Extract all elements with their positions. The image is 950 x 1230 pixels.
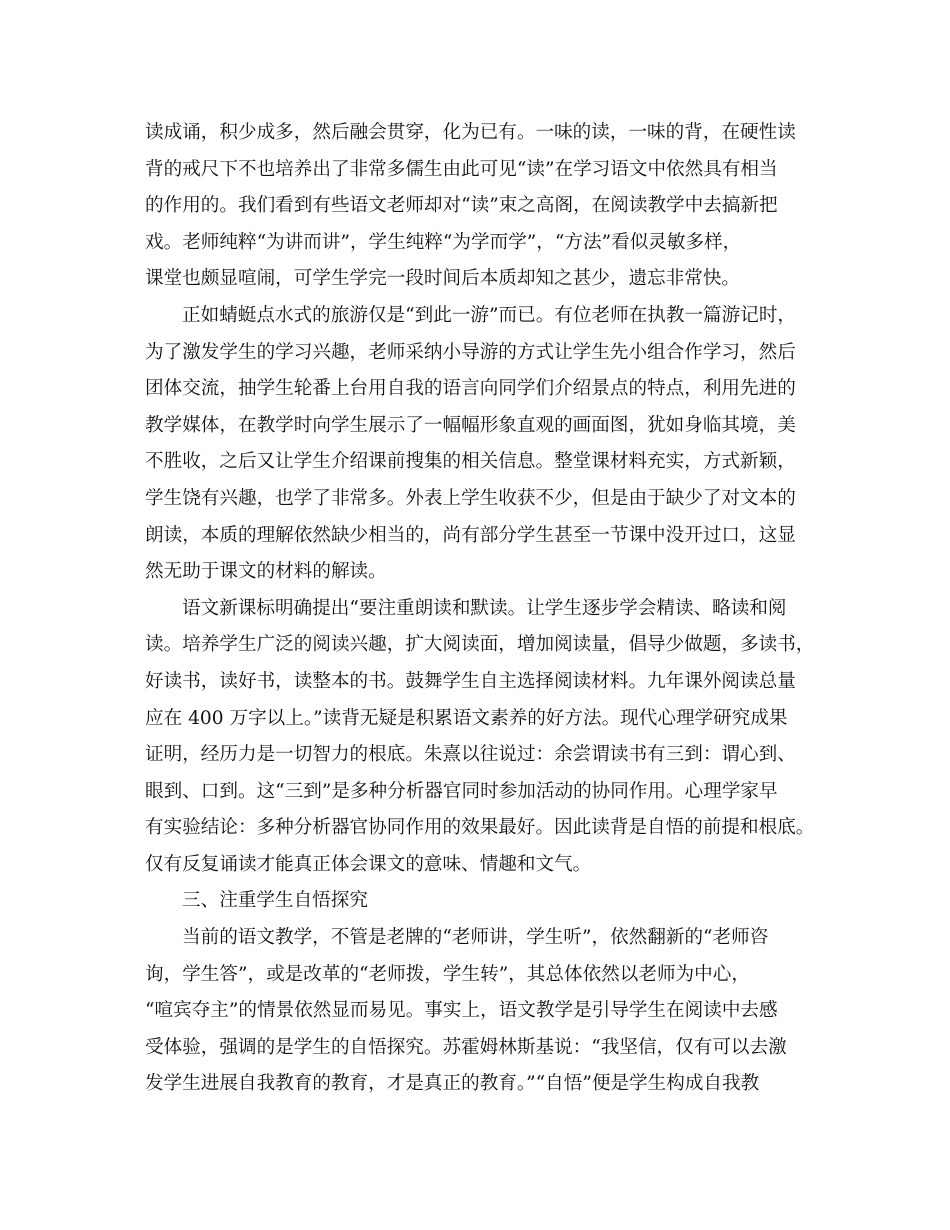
text-line: 应在 400 万字以上。”读背无疑是积累语文素养的好方法。现代心理学研究成果: [145, 707, 788, 729]
text-line: 读。培养学生广泛的阅读兴趣，扩大阅读面，增加阅读量，倡导少做题，多读书，: [145, 634, 815, 656]
text-line: 团体交流，抽学生轮番上台用自我的语言向同学们介绍景点的特点，利用先进的: [145, 378, 796, 400]
paragraph: [145, 883, 810, 920]
text-line: 好读书，读好书，读整本的书。鼓舞学生自主选择阅读材料。九年课外阅读总量: [145, 670, 796, 692]
text-line: 有实验结论：多种分析器官协同作用的效果最好。因此读背是自悟的前提和根底。: [145, 817, 815, 839]
text-line: 三、注重学生自悟探究: [182, 890, 368, 912]
text-line: 为了激发学生的学习兴趣，老师采纳小导游的方式让学生先小组合作学习，然后: [145, 341, 796, 363]
paragraph: [145, 298, 810, 591]
text-line: 受体验，强调的是学生的自悟探究。苏霍姆林斯基说：“我坚信，仅有可以去激: [145, 1036, 787, 1058]
text-line: 读成诵，积少成多，然后融会贯穿，化为已有。一味的读，一味的背，在硬性读: [145, 122, 796, 143]
text-line: 戏。老师纯粹“为讲而讲”，学生纯粹“为学而学”，“方法”看似灵敏多样，: [145, 231, 742, 253]
text-line: 语文新课标明确提出“要注重朗读和默读。让学生逐步学会精读、略读和阅: [182, 597, 787, 619]
text-line: 课堂也颇显喧闹，可学生学完一段时间后本质却知之甚少，遗忘非常快。: [145, 268, 741, 290]
paragraph: [145, 920, 810, 1103]
text-line: 发学生进展自我教育的教育，才是真正的教育。”“自悟”便是学生构成自我教: [145, 1073, 760, 1095]
text-line: 不胜收，之后又让学生介绍课前搜集的相关信息。整堂课材料充实，方式新颖，: [145, 451, 796, 473]
paragraph: [145, 115, 810, 298]
paragraph: [145, 591, 815, 884]
text-line: 当前的语文教学，不管是老牌的“老师讲，学生听”，依然翻新的“老师咨: [182, 927, 769, 949]
text-line: 背的戒尺下不也培养出了非常多儒生由此可见“读”在学习语文中依然具有相当: [145, 158, 778, 180]
document-body: [145, 115, 815, 1103]
text-line: 的作用的。我们看到有些语文老师却对“读”束之高阁，在阅读教学中去搞新把: [145, 195, 778, 217]
text-line: 学生饶有兴趣，也学了非常多。外表上学生收获不少，但是由于缺少了对文本的: [145, 487, 796, 509]
text-line: 正如蜻蜓点水式的旅游仅是“到此一游”而已。有位老师在执教一篇游记时，: [182, 304, 797, 326]
text-line: 然无助于课文的材料的解读。: [145, 561, 387, 583]
text-line: 仅有反复诵读才能真正体会课文的意味、情趣和文气。: [145, 853, 592, 875]
text-line: 教学媒体，在教学时向学生展示了一幅幅形象直观的画面图，犹如身临其境，美: [145, 414, 796, 436]
text-line: 朗读，本质的理解依然缺少相当的，尚有部分学生甚至一节课中没开过口，这显: [145, 524, 796, 546]
text-line: 询，学生答”，或是改革的“老师拨，学生转”，其总体依然以老师为中心，: [145, 963, 750, 985]
text-line: 眼到、口到。这“三到”是多种分析器官同时参加活动的协同作用。心理学家早: [145, 780, 778, 802]
text-line: 证明，经历力是一切智力的根底。朱熹以往说过：余尝谓读书有三到：谓心到、: [145, 744, 796, 766]
text-line: “喧宾夺主”的情景依然显而易见。事实上，语文教学是引导学生在阅读中去感: [145, 1000, 778, 1022]
